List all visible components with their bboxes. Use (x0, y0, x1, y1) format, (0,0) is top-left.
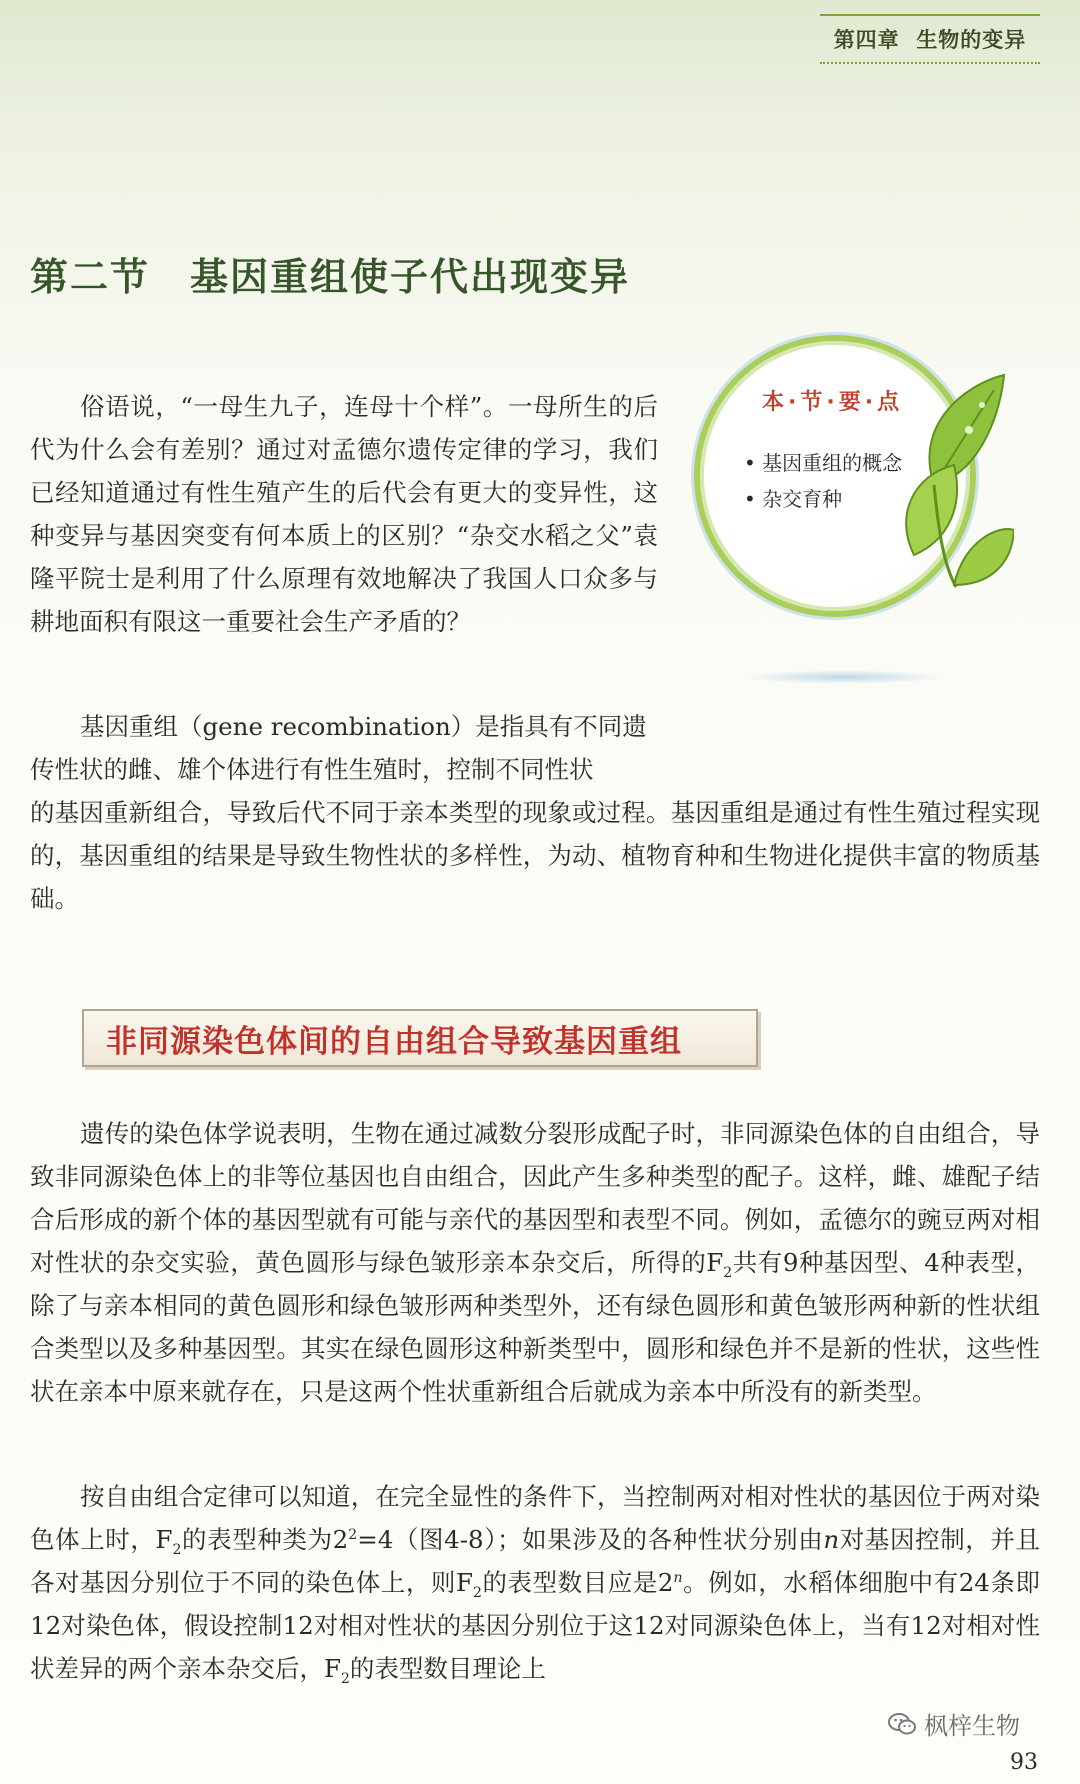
subheading-text: 非同源染色体间的自由组合导致基因重组 (106, 1023, 682, 1060)
chromosome-paragraph (30, 1112, 1040, 1413)
page-number: 93 (1010, 1750, 1038, 1775)
section-title: 第二节 基因重组使子代出现变异 (30, 255, 631, 299)
chapter-number: 第四章 (833, 28, 900, 52)
subscript: 2 (172, 1541, 182, 1558)
superscript: 2 (348, 1526, 358, 1543)
variable: n (823, 1525, 840, 1554)
text-run: =4（图4-8）；如果涉及的各种性状分别由 (357, 1525, 824, 1554)
definition-line-2: 传性状的雌、雄个体进行有性生殖时，控制不同性状 (30, 755, 594, 784)
intro-paragraph (30, 385, 658, 643)
key-point-item: • 杂交育种 (744, 487, 843, 511)
text-run: 对基因控制，并且各对基因分别位于不同的染色体上，则F (30, 1525, 1041, 1597)
text-run: 的表型数目应是2 (481, 1568, 674, 1597)
subscript: 2 (341, 1670, 350, 1687)
intro-text: 俗语说，“一母生九子，连母十个样”。一母所生的后代为什么会有差别？通过对孟德尔遗传定律的学习，我们已经知道通过有性生殖产生的后代会有更大的变异性，这种变异与基因突变有何本质上的区别？“杂交水稻之父”袁隆平院士是利用了什么原理有效地解决了我国人口众多与耕地面积有限这一重要社会生产矛盾的？ (30, 392, 658, 636)
watermark (888, 1706, 1020, 1741)
watermark-text: 枫梓生物 (924, 1712, 1020, 1740)
superscript: n (673, 1569, 683, 1586)
chapter-header (820, 14, 1040, 64)
definition-paragraph (30, 705, 1040, 920)
chapter-title: 生物的变异 (916, 28, 1027, 52)
key-points-title: 本·节·要·点 (762, 390, 904, 415)
text-run: 按自由组合定律可以知道，在完全显性的条件下，当控制两对相对性状的基因位于两对染色体上时，F (30, 1482, 1040, 1554)
text-run: 的表型种类为2 (181, 1525, 349, 1554)
definition-rest: 的基因重新组合，导致后代不同于亲本类型的现象或过程。基因重组是通过有性生殖过程实现的，基因重组的结果是导致生物性状的多样性，为动、植物育种和生物进化提供丰富的物质基础。 (30, 798, 1040, 913)
definition-line-1: 基因重组（gene recombination）是指具有不同遗 (80, 712, 647, 741)
subscript: 2 (473, 1584, 482, 1601)
key-point-item: • 基因重组的概念 (744, 451, 903, 475)
chromosome-text (30, 1112, 1040, 1413)
free-combination-paragraph (30, 1475, 1040, 1690)
subscript: 2 (723, 1264, 733, 1281)
text-run: 遗传的染色体学说表明，生物在通过减数分裂形成配子时，非同源染色体的自由组合，导致非同源染色体上的非等位基因也自由组合，因此产生多种类型的配子。这样，雌、雄配子结合后形成的新个体的基因型就有可能与亲代的基因型和表型不同。例如，孟德尔的豌豆两对相对性状的杂交实验，黄色圆形与绿色皱形亲本杂交后，所得的F (30, 1119, 1040, 1277)
key-points-panel (694, 335, 990, 635)
wechat-icon (888, 1712, 916, 1736)
subheading-box (82, 1009, 758, 1067)
text-run: 的表型数目理论上 (349, 1654, 546, 1683)
text-run: 共有9种基因型、4种表型，除了与亲本相同的黄色圆形和绿色皱形两种类型外，还有绿色圆形和黄色皱形两种新的性状组合类型以及多种基因型。其实在绿色圆形这种新类型中，圆形和绿色并不是新的性状，这些性状在亲本中原来就存在，只是这两个性状重新组合后就成为亲本中所没有的新类型。 (30, 1248, 1040, 1406)
leaf-icon (894, 365, 1014, 625)
key-points-shadow (744, 670, 944, 684)
text-run: 。例如，水稻体细胞中有24条即12对染色体，假设控制12对相对性状的基因分别位于这12对同源染色体上，当有12对相对性状差异的两个亲本杂交后，F (30, 1568, 1041, 1683)
free-combination-text (30, 1475, 1040, 1690)
key-points-list (744, 445, 902, 517)
